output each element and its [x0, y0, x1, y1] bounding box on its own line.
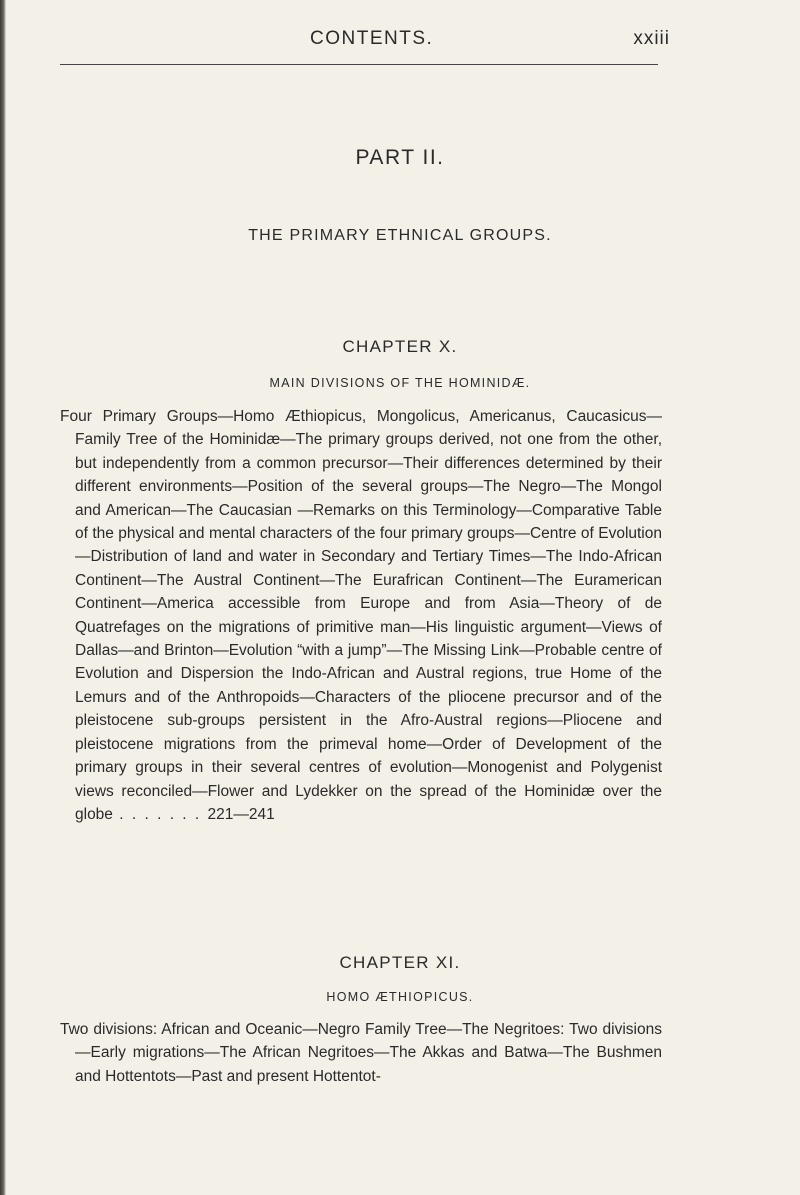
header-title: CONTENTS. [310, 28, 434, 49]
chapter-summary [60, 405, 662, 826]
part-title: PART II. [355, 146, 445, 169]
running-header [60, 22, 670, 62]
page-range: 221—241 [207, 805, 275, 823]
chapter-summary [60, 1018, 662, 1088]
header-rule [60, 64, 658, 65]
page-number: xxiii [633, 28, 670, 49]
chapter-summary-text: Four Primary Groups—Homo Æthiopicus, Mongolicus, Americanus, Caucasicus—Family Tree of the Hominidæ—The primary groups derived, not one from the other, but independently from a common precursor—Their differences determined by their different environments—Position of the several groups—The Negro—The Mongol and American—The Caucasian —Remarks on this Terminology—Comparative Table of the physical and mental characters of the four primary groups—Centre of Evolution—Distribution of land and water in Secondary and Tertiary Times—The Indo-African Continent—The Austral Continent—The Eurafrican Continent—The Euramerican Continent—America accessible from Europe and from Asia—Theory of de Quatrefages on the migrations of primitive man—His linguistic argument—Views of Dallas—and Brinton—Evolution “with a jump”—The Missing Link—Probable centre of Evolution and Dispersion the Indo-African and Austral regions, true Home of the Lemurs and of the Anthropoids—Characters of the pliocene precursor and of the pleistocene sub-groups persistent in the Afro-Austral regions—Pliocene and pleistocene migrations from the primeval home—Order of Development of the primary groups in their several centres of evolution—Monogenist and Polygenist views reconciled—Flower and Lydekker on the spread of the Hominidæ over the globe [60, 408, 662, 823]
part-subtitle: THE PRIMARY ETHNICAL GROUPS. [248, 227, 552, 244]
chapter-heading: CHAPTER X. [342, 337, 458, 356]
chapter-summary-text: Two divisions: African and Oceanic—Negro Family Tree—The Negritoes: Two divisions—Early migrations—The African Negritoes—The Akkas and Batwa—The Bushmen and Hottentots—Past and present Hottentot- [60, 1021, 662, 1085]
book-spine-edge [0, 0, 6, 1195]
chapter-heading: CHAPTER XI. [339, 953, 461, 972]
dot-leaders: . . . . . . . [112, 805, 208, 823]
chapter-subheading: MAIN DIVISIONS OF THE HOMINIDÆ. [269, 376, 531, 390]
chapter-subheading: HOMO ÆTHIOPICUS. [326, 990, 474, 1004]
